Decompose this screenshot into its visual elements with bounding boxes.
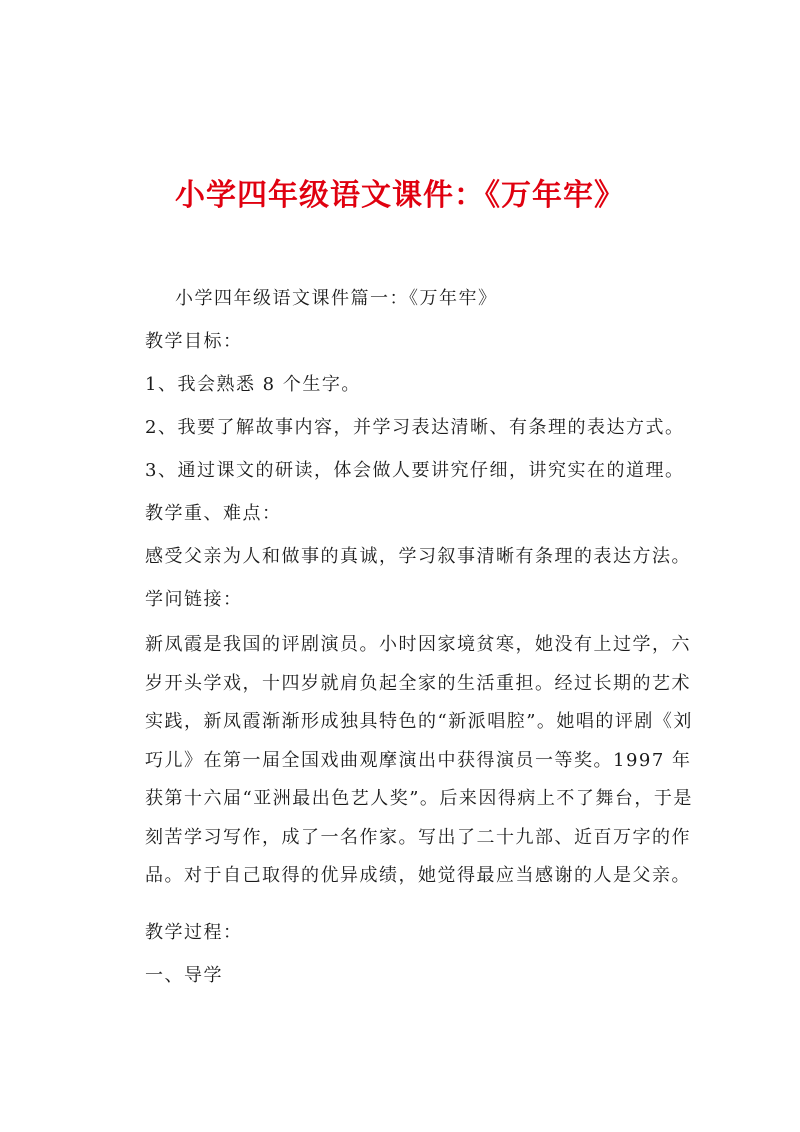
knowledge-link-heading: 学问链接：	[145, 589, 243, 610]
goals-heading: 教学目标：	[145, 331, 243, 352]
goal-item-1: 1、我会熟悉 8 个生字。	[145, 374, 361, 395]
knowledge-link-paragraph: 新凤霞是我国的评剧演员。小时因家境贫寒，她没有上过学，六岁开头学戏，十四岁就肩负起全家的生活重担。经过长期的艺术实践，新凤霞渐渐形成独具特色的“新派唱腔”。她唱的评剧《刘巧儿》在第一届全国戏曲观摩演出中获得演员一等奖。1997 年获第十六届“亚洲最出色艺人奖”。后来因得病上不了舞台，于是刻苦学习写作，成了一名作家。写出了二十九部、近百万字的作品。对于自己取得的优异成绩，她觉得最应当感谢的人是父亲。	[145, 634, 693, 886]
document-title: 小学四年级语文课件：《万年牢》	[175, 178, 625, 213]
key-points-text: 感受父亲为人和做事的真诚，学习叙事清晰有条理的表达方法。	[145, 546, 691, 567]
teaching-process-heading: 教学过程：	[145, 922, 243, 943]
section-guide-heading: 一、导学	[145, 965, 223, 986]
goal-item-3: 3、通过课文的研读，体会做人要讲究仔细，讲究实在的道理。	[145, 460, 685, 481]
key-points-heading: 教学重、难点：	[145, 503, 282, 524]
goal-item-2: 2、我要了解故事内容，并学习表达清晰、有条理的表达方式。	[145, 417, 685, 438]
document-subtitle: 小学四年级语文课件篇一：《万年牢》	[175, 288, 498, 309]
